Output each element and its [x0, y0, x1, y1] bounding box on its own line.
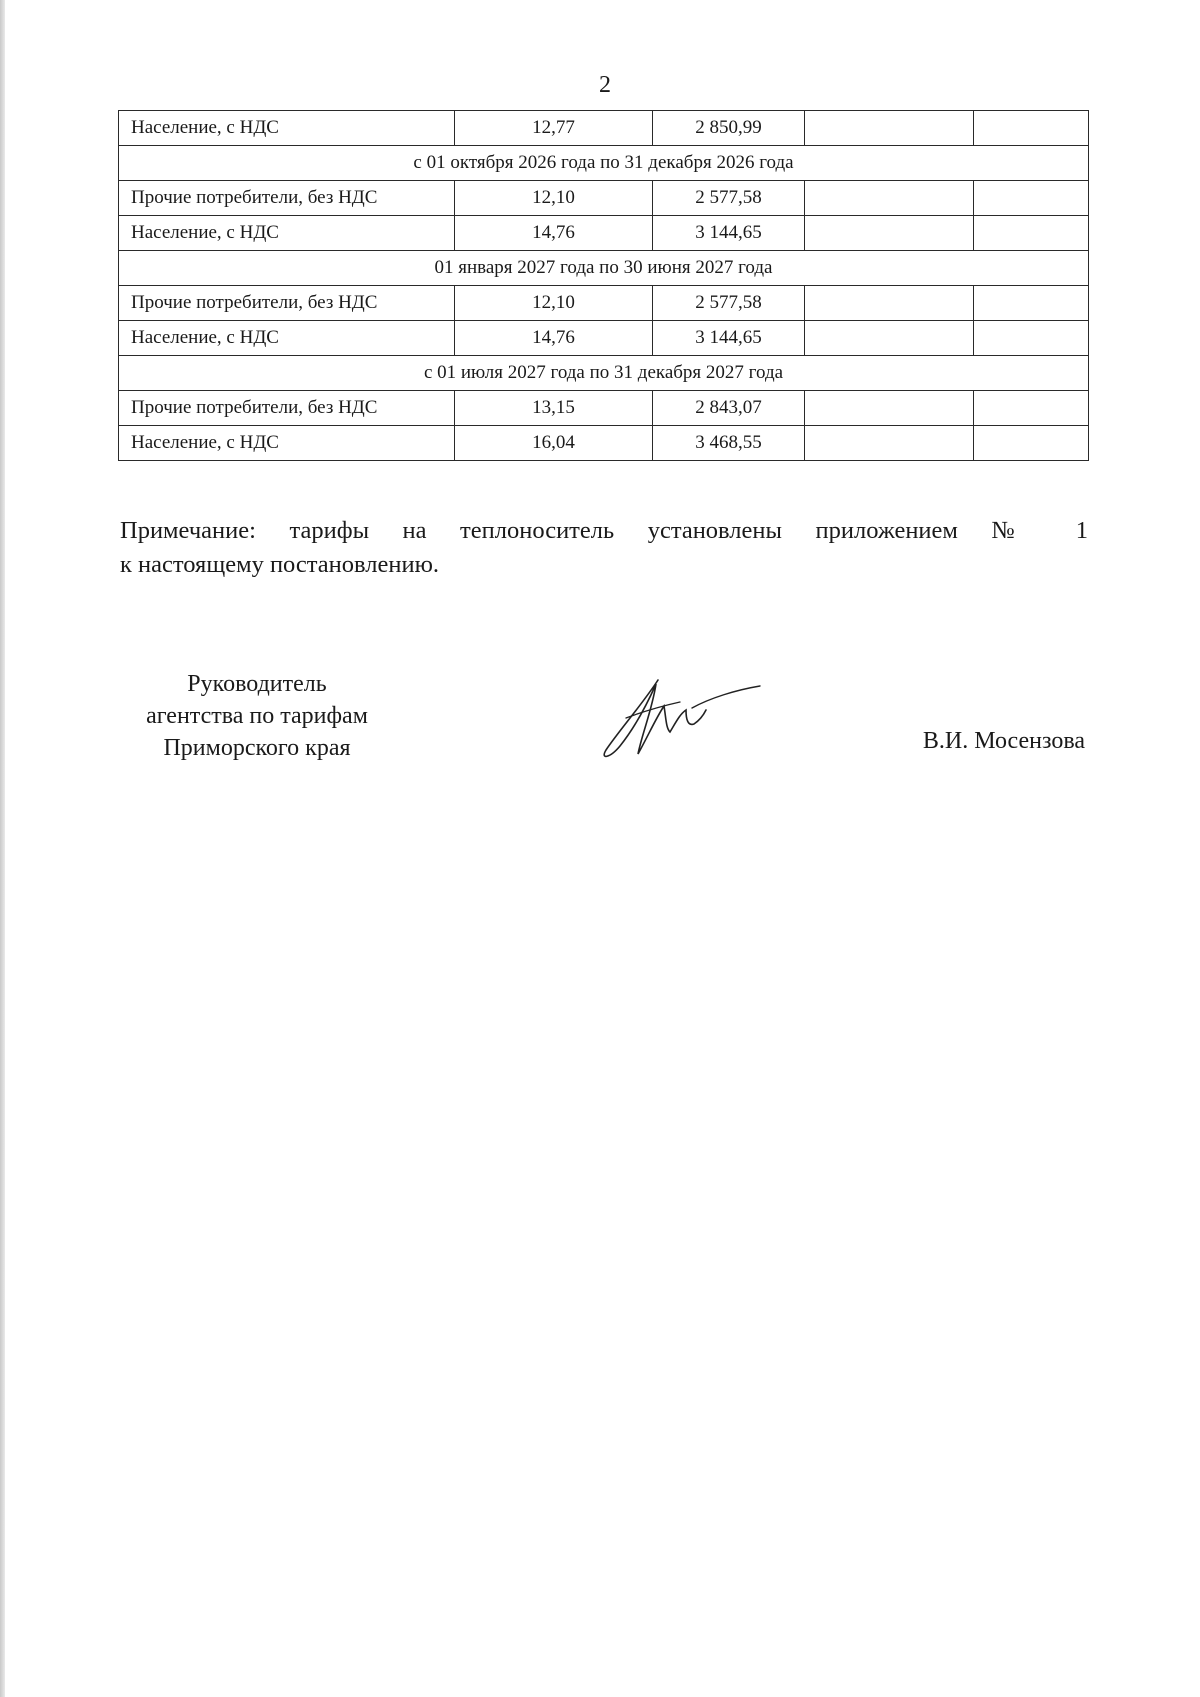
table-row — [119, 426, 1089, 461]
value-cell-3 — [805, 426, 974, 461]
value-cell-2: 3 144,65 — [653, 321, 805, 356]
signatory-title-line-1: Руководитель — [187, 671, 327, 697]
table-row — [119, 181, 1089, 216]
page-number: 2 — [599, 72, 611, 98]
period-header: с 01 июля 2027 года по 31 декабря 2027 года — [119, 356, 1089, 391]
category-cell: Прочие потребители, без НДС — [119, 181, 455, 216]
value-cell-3 — [805, 216, 974, 251]
signatory-name: В.И. Мосензова — [922, 728, 1085, 754]
period-row — [119, 251, 1089, 286]
value-cell-3 — [805, 111, 974, 146]
value-cell-1: 12,10 — [455, 181, 653, 216]
category-cell: Население, с НДС — [119, 321, 455, 356]
value-cell-4 — [974, 216, 1089, 251]
table-row — [119, 391, 1089, 426]
value-cell-3 — [805, 391, 974, 426]
table-row — [119, 216, 1089, 251]
value-cell-1: 16,04 — [455, 426, 653, 461]
signatory-title-line-2: агентства по тарифам — [146, 703, 368, 729]
value-cell-4 — [974, 426, 1089, 461]
value-cell-1: 12,10 — [455, 286, 653, 321]
value-cell-2: 3 144,65 — [653, 216, 805, 251]
note — [120, 514, 1088, 582]
tariff-table-body — [119, 111, 1089, 461]
value-cell-3 — [805, 181, 974, 216]
note-line-2: к настоящему постановлению. — [120, 551, 440, 578]
period-header: 01 января 2027 года по 30 июня 2027 года — [119, 251, 1089, 286]
value-cell-1: 13,15 — [455, 391, 653, 426]
table-row — [119, 111, 1089, 146]
handwritten-signature — [596, 662, 766, 762]
period-row — [119, 356, 1089, 391]
period-header: с 01 октября 2026 года по 31 декабря 2026 года — [119, 146, 1089, 181]
value-cell-1: 14,76 — [455, 321, 653, 356]
page-edge — [0, 0, 5, 1697]
value-cell-1: 14,76 — [455, 216, 653, 251]
period-row — [119, 146, 1089, 181]
signatory-title-line-3: Приморского края — [163, 735, 351, 761]
table-row — [119, 286, 1089, 321]
category-cell: Население, с НДС — [119, 111, 455, 146]
category-cell: Прочие потребители, без НДС — [119, 286, 455, 321]
value-cell-4 — [974, 391, 1089, 426]
category-cell: Прочие потребители, без НДС — [119, 391, 455, 426]
value-cell-3 — [805, 321, 974, 356]
value-cell-4 — [974, 111, 1089, 146]
value-cell-2: 2 843,07 — [653, 391, 805, 426]
value-cell-4 — [974, 321, 1089, 356]
value-cell-2: 2 577,58 — [653, 286, 805, 321]
table-row — [119, 321, 1089, 356]
category-cell: Население, с НДС — [119, 216, 455, 251]
value-cell-2: 2 577,58 — [653, 181, 805, 216]
tariff-table — [118, 110, 1089, 461]
value-cell-4 — [974, 286, 1089, 321]
value-cell-1: 12,77 — [455, 111, 653, 146]
signatory-title — [112, 668, 402, 764]
value-cell-3 — [805, 286, 974, 321]
category-cell: Население, с НДС — [119, 426, 455, 461]
value-cell-2: 3 468,55 — [653, 426, 805, 461]
value-cell-2: 2 850,99 — [653, 111, 805, 146]
value-cell-4 — [974, 181, 1089, 216]
note-line-1: Примечание: тарифы на теплоноситель установлены приложением № 1 — [120, 517, 1088, 544]
